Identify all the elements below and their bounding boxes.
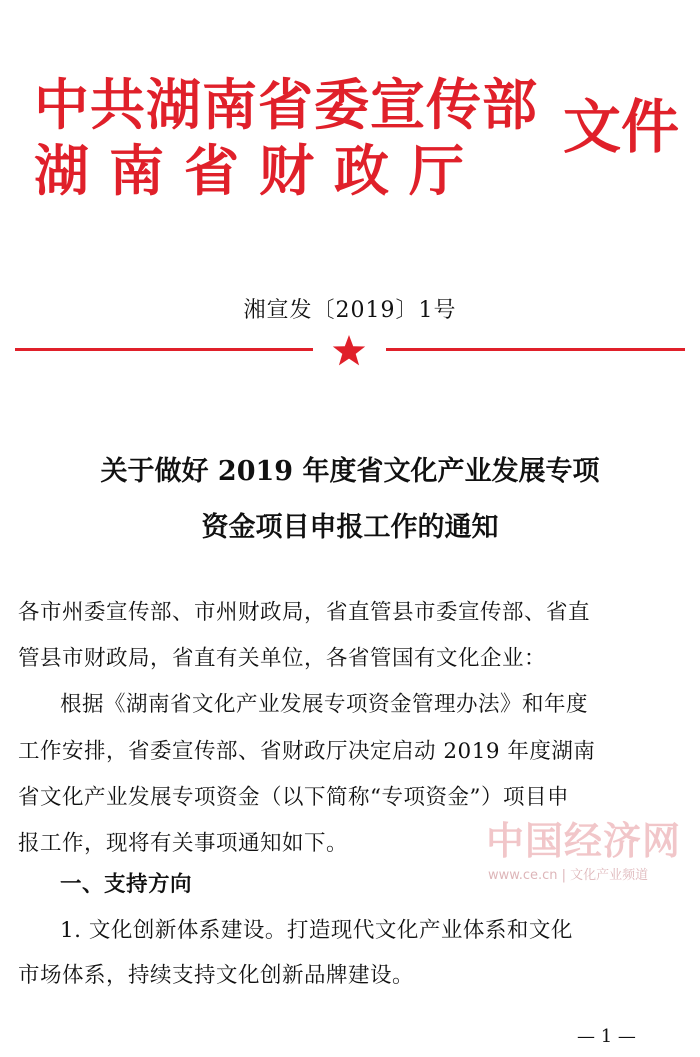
paragraph-line: 1. 文化创新体系建设。打造现代文化产业体系和文化 bbox=[60, 918, 573, 943]
paragraph-line: 报工作，现将有关事项通知如下。 bbox=[18, 831, 349, 856]
page-number: — 1 — bbox=[577, 1026, 636, 1047]
document-label: 文件 bbox=[563, 93, 680, 161]
issuing-authorities bbox=[34, 72, 564, 204]
issuer-finance-department: 湖南省财政厅 bbox=[34, 138, 485, 203]
red-divider-left bbox=[15, 348, 313, 351]
ce-cn-watermark bbox=[486, 818, 682, 898]
paragraph-line: 根据《湖南省文化产业发展专项资金管理办法》和年度 bbox=[60, 692, 589, 717]
document-title-line-1: 关于做好 2019 年度省文化产业发展专项 bbox=[100, 456, 600, 487]
red-star-icon bbox=[331, 333, 367, 369]
salutation-line-2: 管县市财政局，省直有关单位，各省管国有文化企业： bbox=[18, 646, 547, 671]
watermark-channel: 文化产业频道 bbox=[570, 868, 649, 883]
watermark-caption: www.ce.cn | 文化产业频道 bbox=[488, 868, 649, 883]
paragraph-line: 工作安排，省委宣传部、省财政厅决定启动 2019 年度湖南 bbox=[18, 739, 596, 764]
paragraph-line: 市场体系，持续支持文化创新品牌建设。 bbox=[18, 963, 415, 988]
document-title-line-2: 资金项目申报工作的通知 bbox=[201, 512, 499, 543]
red-divider-right bbox=[386, 348, 685, 351]
issuer-propaganda-department: 中共湖南省委宣传部 bbox=[34, 72, 539, 137]
watermark-url: www.ce.cn bbox=[488, 868, 558, 883]
watermark-logo: 中国经济网 bbox=[486, 818, 682, 863]
paragraph-line: 省文化产业发展专项资金（以下简称“专项资金”）项目申 bbox=[18, 785, 569, 810]
salutation-line-1: 各市州委宣传部、市州财政局，省直管县市委宣传部、省直 bbox=[18, 600, 591, 625]
section-heading: 一、支持方向 bbox=[60, 872, 193, 897]
document-number: 湘宣发〔2019〕1号 bbox=[243, 298, 457, 323]
